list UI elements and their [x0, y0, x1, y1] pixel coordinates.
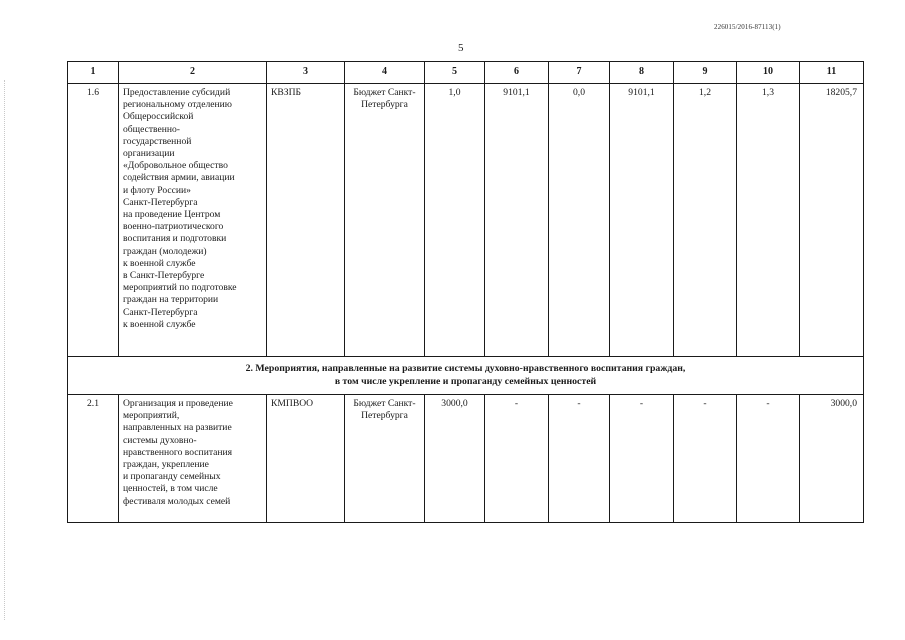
column-header: 11: [800, 62, 864, 84]
responsible-executor: КВЗПБ: [267, 84, 345, 357]
funding-source: Бюджет Санкт-Петербурга: [345, 84, 425, 357]
value-col-11-total: 18205,7: [800, 84, 864, 357]
column-header: 3: [267, 62, 345, 84]
table-row: [68, 395, 864, 523]
measure-name: Организация и проведение мероприятий, направленных на развитие системы духовно- нравственного воспитания граждан, укрепление и пропаганду семейных ценностей, в том числе фестиваля молодых семей: [119, 395, 267, 523]
document-registration-code: 226015/2016-87113(1): [714, 23, 781, 31]
column-header: 5: [425, 62, 485, 84]
table-row: [68, 84, 864, 357]
column-header: 4: [345, 62, 425, 84]
value-col-6: 9101,1: [485, 84, 549, 357]
value-col-6: -: [485, 395, 549, 523]
value-col-7: -: [549, 395, 610, 523]
value-col-9: 1,2: [674, 84, 737, 357]
table-header-row: [68, 62, 864, 84]
responsible-executor: КМПВОО: [267, 395, 345, 523]
column-header: 10: [737, 62, 800, 84]
column-header: 9: [674, 62, 737, 84]
value-col-8: -: [610, 395, 674, 523]
value-col-7: 0,0: [549, 84, 610, 357]
row-number: 1.6: [68, 84, 119, 357]
funding-source: Бюджет Санкт-Петербурга: [345, 395, 425, 523]
column-header: 2: [119, 62, 267, 84]
scan-margin-marks: [4, 80, 7, 620]
column-header: 8: [610, 62, 674, 84]
section-heading: [68, 357, 864, 395]
value-col-10: -: [737, 395, 800, 523]
measures-table: [67, 61, 864, 523]
section-heading-line-1: 2. Мероприятия, направленные на развитие системы духовно-нравственного воспитания граждан,: [245, 363, 686, 375]
column-header: 7: [549, 62, 610, 84]
value-col-10: 1,3: [737, 84, 800, 357]
measure-name: Предоставление субсидий региональному отделению Общероссийской общественно- государственной организации «Добровольное общество содействия армии, авиации и флоту России» Санкт-Петербурга на проведение Центром военно-патриотического воспитания и подготовки граждан (молодежи) к военной службе в Санкт-Петербурге мероприятий по подготовке граждан на территории Санкт-Петербурга к военной службе: [119, 84, 267, 357]
value-col-5: 1,0: [425, 84, 485, 357]
value-col-8: 9101,1: [610, 84, 674, 357]
section-heading-line-2: в том числе укрепление и пропаганду семейных ценностей: [334, 375, 597, 387]
column-header: 6: [485, 62, 549, 84]
page-number: 5: [458, 42, 464, 54]
section-heading-row: [68, 357, 864, 395]
value-col-11-total: 3000,0: [800, 395, 864, 523]
row-number: 2.1: [68, 395, 119, 523]
column-header: 1: [68, 62, 119, 84]
value-col-9: -: [674, 395, 737, 523]
value-col-5: 3000,0: [425, 395, 485, 523]
